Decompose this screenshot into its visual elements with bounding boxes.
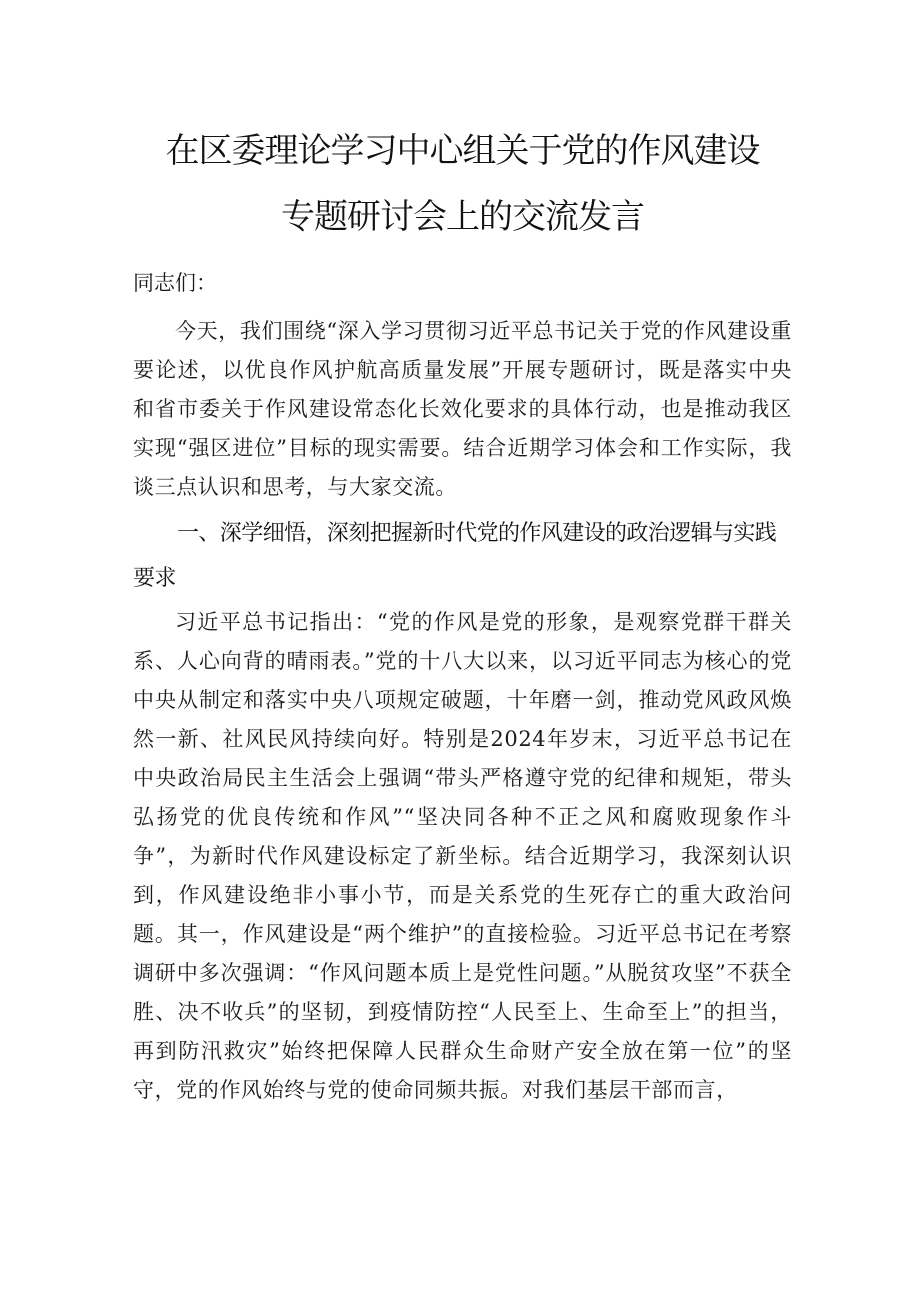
document-title-line2: 专题研讨会上的交流发言 [281, 197, 644, 237]
salutation: 同志们： [133, 271, 217, 295]
document-title-line1: 在区委理论学习中心组关于党的作风建设 [165, 131, 760, 171]
intro-paragraph: 今天，我们围绕“深入学习贯彻习近平总书记关于党的作风建设重要论述，以优良作风护航高质量发展”开展专题研讨，既是落实中央和省市委关于作风建设常态化长效化要求的具体行动，也是推动我区实现“强区进位”目标的现实需要。结合近期学习体会和工作实际，我谈三点认识和思考，与大家交流。 [133, 319, 792, 499]
section-1-paragraph: 习近平总书记指出：“党的作风是党的形象，是观察党群干群关系、人心向背的晴雨表。”党的十八大以来，以习近平同志为核心的党中央从制定和落实中央八项规定破题，十年磨一剑，推动党风政风焕然一新、社风民风持续向好。特别是2024年岁末，习近平总书记在中央政治局民主生活会上强调“带头严格遵守党的纪律和规矩，带头弘扬党的优良传统和作风”“坚决同各种不正之风和腐败现象作斗争”，为新时代作风建设标定了新坐标。结合近期学习，我深刻认识到，作风建设绝非小事小节，而是关系党的生死存亡的重大政治问题。其一，作风建设是“两个维护”的直接检验。习近平总书记在考察调研中多次强调：“作风问题本质上是党性问题。”从脱贫攻坚”不获全胜、决不收兵”的坚韧，到疫情防控“人民至上、生命至上”的担当，再到防汛救灾”始终把保障人民群众生命财产安全放在第一位”的坚守，党的作风始终与党的使命同频共振。对我们基层干部而言， [133, 610, 792, 1102]
section-1-heading: 一、深学细悟，深刻把握新时代党的作风建设的政治逻辑与实践要求 [133, 521, 777, 591]
